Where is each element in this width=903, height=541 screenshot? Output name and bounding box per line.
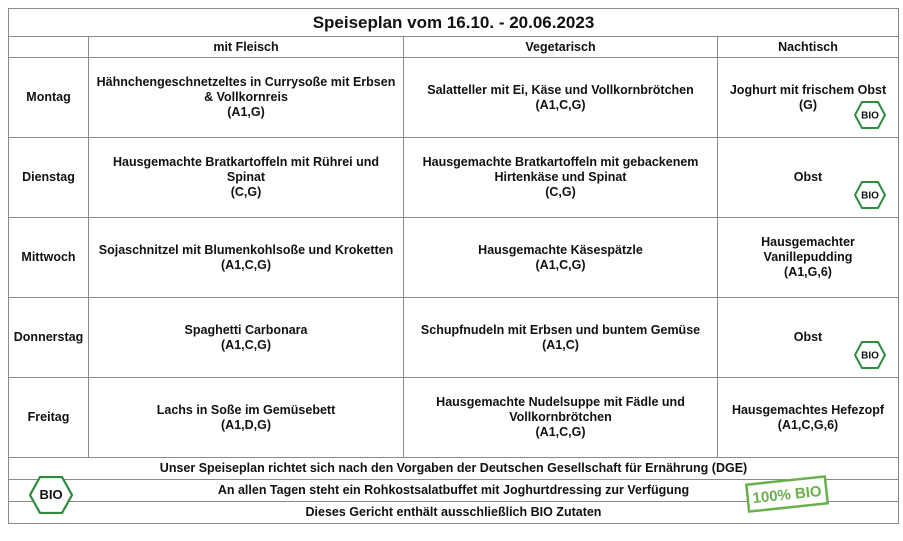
footer-salad-buffet-note: An allen Tagen steht ein Rohkostsalatbuffet mit Joghurtdressing zur Verfügung (217, 483, 690, 497)
allergen-codes: (A1,G,6) (784, 265, 832, 279)
dish-name: Salatteller mit Ei, Käse und Vollkornbrötchen (427, 82, 694, 97)
footer-dge-note: Unser Speiseplan richtet sich nach den Vorgaben der Deutschen Gesellschaft für Ernährung (DGE) (9, 458, 899, 480)
row-monday (9, 58, 899, 138)
dish-name: Hausgemachte Käsespätzle (478, 242, 643, 257)
allergen-codes: (A1,C,G) (221, 337, 271, 352)
allergen-codes: (A1,G) (227, 105, 265, 119)
allergen-codes: (A1,C,G) (535, 97, 586, 112)
veg-dish-cell (404, 378, 718, 458)
header-empty (9, 37, 89, 58)
allergen-codes: (A1,D,G) (221, 417, 271, 432)
footer-bio-note: Dieses Gericht enthält ausschließlich BIO Zutaten (9, 502, 899, 524)
row-thursday (9, 298, 899, 378)
allergen-codes: (C,G) (545, 185, 576, 199)
dessert-cell (718, 218, 899, 298)
dish-name: Hähnchengeschnetzeltes in Currysoße mit Erbsen & Vollkornreis (96, 75, 396, 104)
meat-dish-cell (89, 218, 404, 298)
meat-dish-cell (89, 378, 404, 458)
footer-salad-buffet-cell (9, 480, 899, 508)
day-label: Montag (9, 58, 89, 138)
allergen-codes: (A1,C) (542, 337, 579, 352)
dish-name: Hausgemachte Bratkartoffeln mit gebackenem Hirtenkäse und Spinat (422, 155, 699, 184)
svg-text:BIO: BIO (39, 487, 63, 502)
header-dessert: Nachtisch (718, 37, 899, 58)
dish-name: Hausgemachte Bratkartoffeln mit Rührei und Spinat (112, 155, 379, 184)
row-wednesday (9, 218, 899, 298)
dish-name: Sojaschnitzel mit Blumenkohlsoße und Kroketten (98, 242, 394, 257)
allergen-codes: (A1,C,G) (535, 425, 586, 439)
menu-title: Speiseplan vom 16.10. - 20.06.2023 (9, 9, 899, 37)
day-label: Freitag (9, 378, 89, 458)
allergen-codes: (G) (798, 97, 818, 112)
veg-dish-cell (404, 58, 718, 138)
veg-dish-cell (404, 218, 718, 298)
dish-name: Lachs in Soße im Gemüsebett (156, 402, 336, 417)
svg-text:BIO: BIO (861, 110, 879, 122)
meat-dish-cell (89, 298, 404, 378)
dessert-cell (718, 378, 899, 458)
meat-dish-cell (89, 58, 404, 138)
allergen-codes: (A1,C,G,6) (777, 417, 839, 432)
row-tuesday (9, 138, 899, 218)
allergen-codes: (A1,C,G) (221, 257, 271, 272)
veg-dish-cell (404, 138, 718, 218)
dish-name: Obst (793, 330, 823, 344)
allergen-codes: (C,G) (230, 185, 262, 199)
dish-name: Hausgemachter Vanillepudding (761, 235, 855, 264)
row-friday (9, 378, 899, 458)
allergen-codes: (A1,C,G) (535, 257, 586, 272)
dish-name: Obst (793, 170, 823, 184)
header-vegetarian: Vegetarisch (404, 37, 718, 58)
menu-table (8, 8, 899, 524)
dessert-cell (718, 298, 899, 378)
dish-name: Hausgemachte Nudelsuppe mit Fädle und Vollkornbrötchen (436, 395, 685, 424)
day-label: Mittwoch (9, 218, 89, 298)
dessert-cell (718, 58, 899, 138)
header-meat: mit Fleisch (89, 37, 404, 58)
dish-name: Hausgemachtes Hefezopf (731, 402, 885, 417)
dish-name: Joghurt mit frischem Obst (729, 82, 887, 97)
dish-name: Schupfnudeln mit Erbsen und buntem Gemüse (420, 322, 701, 337)
svg-text:BIO: BIO (861, 350, 879, 362)
veg-dish-cell (404, 298, 718, 378)
day-label: Donnerstag (9, 298, 89, 378)
dish-name: Spaghetti Carbonara (184, 322, 308, 337)
meat-dish-cell (89, 138, 404, 218)
svg-text:BIO: BIO (861, 190, 879, 202)
bio-seal-icon (854, 181, 886, 209)
day-label: Dienstag (9, 138, 89, 218)
bio-seal-icon (854, 101, 886, 129)
bio-seal-icon (854, 341, 886, 369)
dessert-cell (718, 138, 899, 218)
svg-text:100% BIO: 100% BIO (751, 482, 823, 508)
